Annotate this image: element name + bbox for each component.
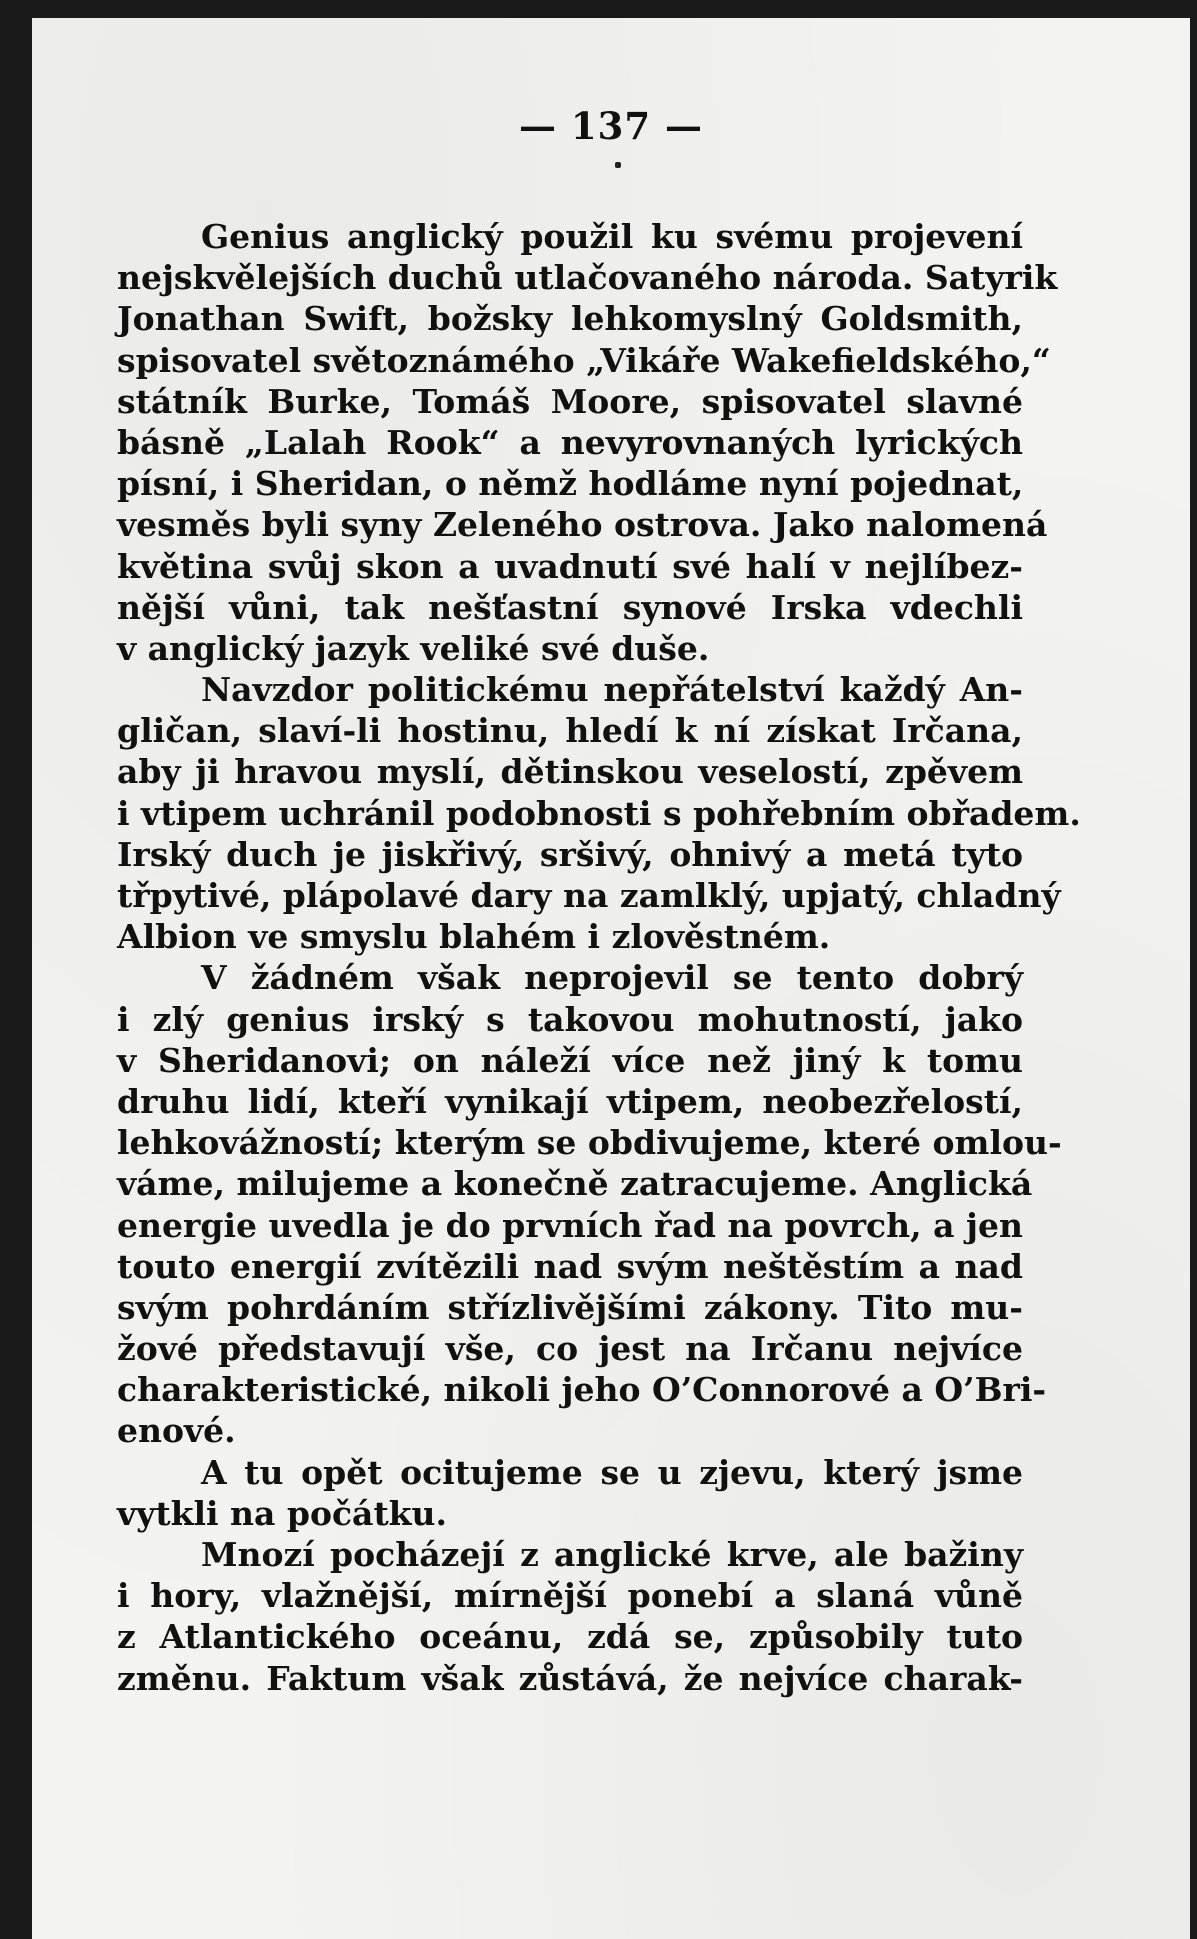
- book-page: [32, 18, 1190, 1939]
- text-line: vesměs byli syny Zeleného ostrova. Jako nalomená: [117, 505, 1048, 545]
- text-line: touto energií zvítězili nad svým neštěstím a nad: [117, 1246, 1023, 1286]
- text-line: písní, i Sheridan, o němž hodláme nyní pojednat,: [117, 464, 1024, 504]
- text-line: Irský duch je jiskřivý, sršivý, ohnivý a metá tyto: [117, 834, 1023, 874]
- text-line: nější vůni, tak nešťastní synové Irska vdechli: [117, 587, 1023, 627]
- text-line: Albion ve smyslu blahém i zlověstném.: [117, 917, 831, 957]
- text-line: enové.: [117, 1411, 236, 1451]
- text-line: energie uvedla je do prvních řad na povrch, a jen: [117, 1205, 1023, 1245]
- text-line: i vtipem uchránil podobnosti s pohřebním obřadem.: [117, 793, 1081, 833]
- text-line: A tu opět ocitujeme se u zjevu, který jsme: [201, 1452, 1023, 1492]
- text-line: básně „Lalah Rook“ a nevyrovnaných lyrických: [117, 422, 1023, 462]
- print-speck: [615, 162, 621, 168]
- text-line: druhu lidí, kteří vynikají vtipem, neobezřelostí,: [117, 1081, 1023, 1121]
- text-line: Jonathan Swift, božsky lehkomyslný Goldsmith,: [117, 299, 1023, 339]
- text-line: v Sheridanovi; on náleží více než jiný k tomu: [117, 1040, 1023, 1080]
- text-line: aby ji hravou myslí, dětinskou veselostí, zpěvem: [117, 752, 1023, 792]
- text-line: V žádném však neprojevil se tento dobrý: [201, 958, 1023, 998]
- text-line: Navzdor politickému nepřátelství každý An-: [201, 670, 1023, 710]
- text-line: charakteristické, nikoli jeho O’Connorové a O’Bri-: [117, 1370, 1047, 1410]
- page-number: — 137 —: [519, 104, 703, 148]
- text-line: váme, milujeme a konečně zatracujeme. Anglická: [117, 1164, 1033, 1204]
- text-line: z Atlantického oceánu, zdá se, způsobily tuto: [117, 1617, 1023, 1657]
- text-line: třpytivé, plápolavé dary na zamlklý, upjatý, chladný: [117, 876, 1061, 915]
- text-line: spisovatel světoznámého „Vikáře Wakefieldského,“: [117, 340, 1051, 380]
- text-line: žové představují vše, co jest na Irčanu nejvíce: [117, 1329, 1023, 1369]
- text-line: i zlý genius irský s takovou mohutností, jako: [117, 999, 1023, 1039]
- text-line: Genius anglický použil ku svému projevení: [201, 217, 1023, 256]
- text-line: nejskvělejších duchů utlačovaného národa. Satyrik: [117, 258, 1058, 298]
- text-line: květina svůj skon a uvadnutí své halí v nejlíbez-: [117, 546, 1023, 586]
- text-line: svým pohrdáním střízlivějšími zákony. Tito mu-: [117, 1287, 1023, 1327]
- text-line: v anglický jazyk veliké své duše.: [117, 628, 710, 668]
- text-line: lehkovážností; kterým se obdivujeme, které omlou-: [117, 1123, 1062, 1163]
- text-line: státník Burke, Tomáš Moore, spisovatel slavné: [117, 381, 1023, 421]
- text-line: Mnozí pocházejí z anglické krve, ale bažiny: [201, 1535, 1023, 1574]
- text-line: vytkli na počátku.: [117, 1493, 448, 1533]
- body-text: [117, 216, 1081, 1699]
- text-line: změnu. Faktum však zůstává, že nejvíce charak-: [117, 1658, 1023, 1698]
- text-line: gličan, slaví-li hostinu, hledí k ní získat Irčana,: [117, 711, 1023, 751]
- text-line: i hory, vlažnější, mírnější ponebí a slaná vůně: [117, 1576, 1023, 1616]
